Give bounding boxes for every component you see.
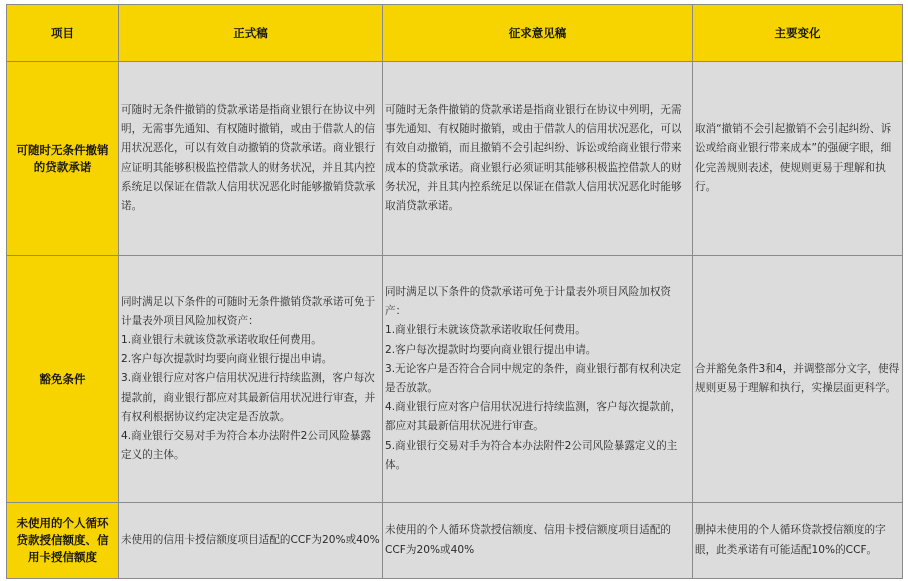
header-formal: 正式稿 bbox=[119, 5, 383, 62]
change-cell bbox=[693, 503, 903, 579]
formal-text: 4.商业银行交易对手为符合本办法附件2公司风险暴露定义的主体。 bbox=[121, 430, 371, 462]
table-row bbox=[7, 256, 903, 503]
comparison-table-container bbox=[6, 4, 902, 577]
draft-cell bbox=[383, 62, 693, 256]
row-item-label: 豁免条件 bbox=[7, 256, 119, 503]
draft-text: 可随时无条件撤销的贷款承诺是指商业银行在协议中列明，无需事先通知、有权随时撤销，或由于借款人的信用状况恶化，可以有效自动撤销，而且撤销不会引起纠纷、诉讼或给商业银行带来成本的贷款承诺。商业银行必须证明其能够积极监控借款人的财务状况，并且其内控系统足以保证在借款人信用状况恶化时能够取消贷款承诺。 bbox=[385, 103, 682, 212]
formal-text: 未使用的信用卡授信额度项目适配的CCF为20%或40% bbox=[121, 533, 380, 546]
draft-cell bbox=[383, 256, 693, 503]
draft-text: 1.商业银行未就该贷款承诺收取任何费用。 bbox=[385, 324, 586, 337]
change-cell bbox=[693, 256, 903, 503]
formal-text: 1.商业银行未就该贷款承诺收取任何费用。 bbox=[121, 333, 322, 346]
row-item-label: 可随时无条件撤销的贷款承诺 bbox=[7, 62, 119, 256]
header-draft: 征求意见稿 bbox=[383, 5, 693, 62]
draft-cell bbox=[383, 503, 693, 579]
formal-text: 2.客户每次提款时均要向商业银行提出申请。 bbox=[121, 353, 333, 366]
table-row bbox=[7, 503, 903, 579]
header-row bbox=[7, 5, 903, 62]
change-text: 删掉未使用的个人循环贷款授信额度的字眼，此类承诺有可能适配10%的CCF。 bbox=[695, 524, 886, 556]
draft-text: 2.客户每次提款时均要向商业银行提出申请。 bbox=[385, 343, 597, 356]
formal-text: 3.商业银行应对客户信用状况进行持续监测，客户每次提款前，商业银行都应对其最新信用状况进行审查，并有权利根据协议约定决定是否放款。 bbox=[121, 372, 376, 423]
row-item-label: 未使用的个人循环贷款授信额度、信用卡授信额度 bbox=[7, 503, 119, 579]
formal-text: 同时满足以下条件的可随时无条件撤销贷款承诺可免于计量表外项目风险加权资产： bbox=[121, 295, 376, 327]
formal-cell bbox=[119, 503, 383, 579]
change-cell bbox=[693, 62, 903, 256]
change-text: 合并豁免条件3和4，并调整部分文字，使得规则更易于理解和执行，实操层面更科学。 bbox=[695, 362, 900, 394]
formal-cell bbox=[119, 256, 383, 503]
draft-text: 未使用的个人循环贷款授信额度、信用卡授信额度项目适配的CCF为20%或40% bbox=[385, 524, 672, 556]
draft-text: 3.无论客户是否符合合同中规定的条件，商业银行都有权利决定是否放款。 bbox=[385, 362, 682, 394]
draft-text: 同时满足以下条件的贷款承诺可免于计量表外项目风险加权资产： bbox=[385, 285, 672, 318]
header-change: 主要变化 bbox=[693, 5, 903, 62]
draft-text: 4.商业银行应对客户信用状况进行持续监测，客户每次提款前，都应对其最新信用状况进行审查。 bbox=[385, 401, 682, 433]
change-text: 取消“撤销不会引起撤销不会引起纠纷、诉讼或给商业银行带来成本”的强硬字眼，细化完善规则表述，使规则更易于理解和执行。 bbox=[695, 123, 892, 193]
header-item: 项目 bbox=[7, 5, 119, 62]
formal-text: 可随时无条件撤销的贷款承诺是指商业银行在协议中列明，无需事先通知、有权随时撤销，或由于借款人的信用状况恶化，可以有效自动撤销的贷款承诺。商业银行应证明其能够积极监控借款人的财务状况，并且其内控系统足以保证在借款人信用状况恶化时能够撤销贷款承诺。 bbox=[121, 103, 376, 212]
comparison-table bbox=[6, 4, 903, 579]
table-row bbox=[7, 62, 903, 256]
draft-text: 5.商业银行交易对手为符合本办法附件2公司风险暴露定义的主体。 bbox=[385, 439, 678, 471]
formal-cell bbox=[119, 62, 383, 256]
